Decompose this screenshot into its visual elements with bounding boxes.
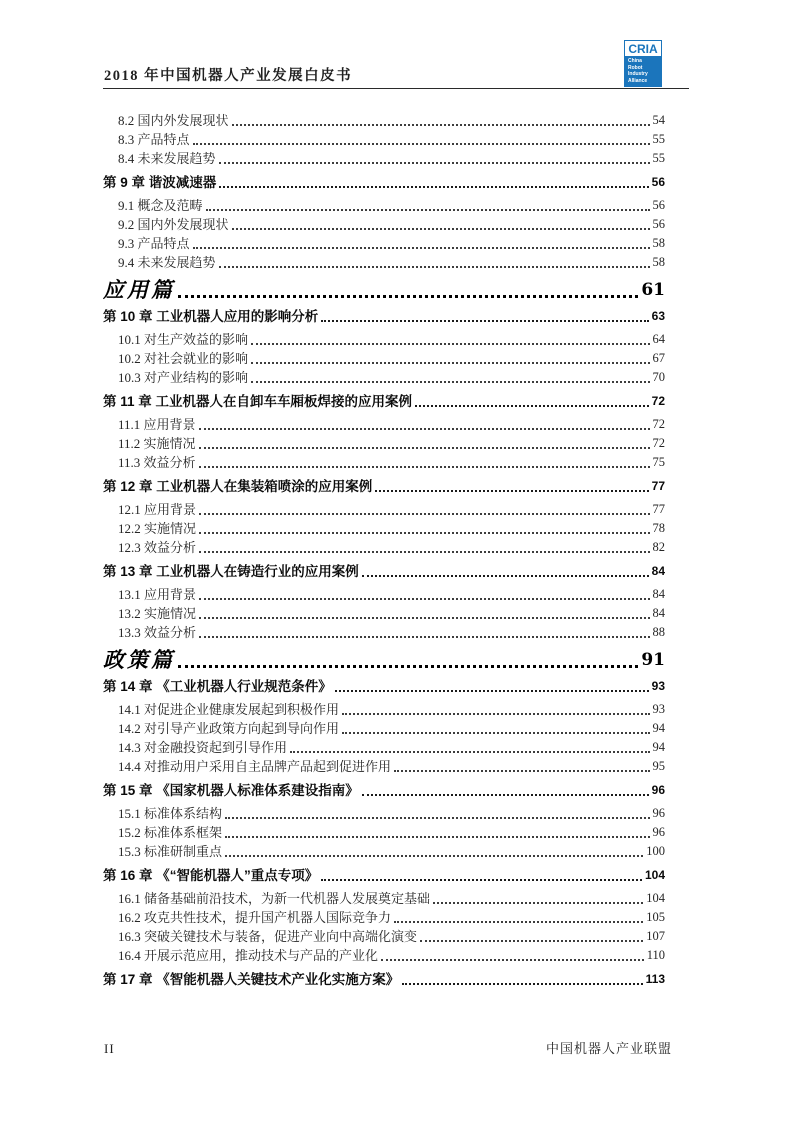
- toc-entry-text: 第 9 章 谐波减速器: [103, 175, 217, 190]
- cria-logo-line: Alliance: [628, 77, 648, 84]
- toc-entry-text: 15.3 标准研制重点: [118, 844, 223, 859]
- toc-dot-leader: [199, 532, 649, 534]
- toc-entry-sub[interactable]: [103, 253, 665, 272]
- toc-dot-leader: [219, 162, 650, 164]
- toc-entry-text: 9.2 国内外发展现状: [118, 217, 229, 232]
- cria-logo-line: China: [628, 58, 642, 64]
- toc-entry-page-number: 72: [652, 417, 665, 431]
- toc-entry-page-number: 105: [646, 910, 665, 924]
- toc-entry-chapter[interactable]: [103, 678, 665, 695]
- toc: [103, 111, 665, 993]
- toc-dot-leader: [232, 124, 650, 126]
- toc-entry-text: 8.2 国内外发展现状: [118, 113, 229, 128]
- toc-entry-part[interactable]: [103, 648, 665, 672]
- toc-dot-leader: [381, 959, 644, 961]
- toc-entry-sub[interactable]: [103, 519, 665, 538]
- toc-entry-page-number: 94: [652, 721, 665, 735]
- toc-entry-sub[interactable]: [103, 700, 665, 719]
- toc-entry-page-number: 82: [652, 540, 665, 554]
- toc-entry-page-number: 67: [652, 351, 665, 365]
- toc-dot-leader: [199, 617, 649, 619]
- toc-entry-page-number: 56: [652, 198, 665, 212]
- toc-entry-text: 第 17 章 《智能机器人关键技术产业化实施方案》: [103, 972, 400, 987]
- toc-entry-text: 13.3 效益分析: [118, 625, 197, 640]
- toc-entry-text: 14.1 对促进企业健康发展起到积极作用: [118, 702, 340, 717]
- header-divider: [103, 88, 689, 89]
- toc-entry-page-number: 91: [641, 650, 665, 670]
- toc-entry-sub[interactable]: [103, 234, 665, 253]
- toc-entry-text: 14.4 对推动用户采用自主品牌产品起到促进作用: [118, 759, 392, 774]
- toc-dot-leader: [251, 381, 649, 383]
- toc-entry-text: 8.4 未来发展趋势: [118, 151, 216, 166]
- toc-entry-text: 10.3 对产业结构的影响: [118, 370, 249, 385]
- toc-dot-leader: [225, 817, 649, 819]
- toc-entry-text: 16.3 突破关键技术与装备，促进产业向中高端化演变: [118, 929, 418, 944]
- toc-dot-leader: [199, 513, 649, 515]
- toc-entry-sub[interactable]: [103, 757, 665, 776]
- toc-dot-leader: [225, 855, 643, 857]
- toc-entry-page-number: 104: [644, 868, 665, 882]
- toc-entry-text: 13.2 实施情况: [118, 606, 197, 621]
- toc-entry-text: 9.4 未来发展趋势: [118, 255, 216, 270]
- toc-entry-text: 第 16 章 《“智能机器人”重点专项》: [103, 868, 319, 883]
- toc-dot-leader: [232, 228, 650, 230]
- toc-entry-text: 13.1 应用背景: [118, 587, 197, 602]
- toc-entry-page-number: 55: [652, 132, 665, 146]
- toc-entry-text: 14.2 对引导产业政策方向起到导向作用: [118, 721, 340, 736]
- toc-entry-page-number: 104: [646, 891, 665, 905]
- toc-dot-leader: [219, 186, 648, 188]
- toc-dot-leader: [251, 343, 649, 345]
- cria-logo-line: Industry: [628, 71, 648, 77]
- toc-entry-sub[interactable]: [103, 215, 665, 234]
- toc-entry-text: 12.1 应用背景: [118, 502, 197, 517]
- toc-entry-chapter[interactable]: [103, 971, 665, 988]
- toc-dot-leader: [362, 575, 649, 577]
- toc-entry-sub[interactable]: [103, 130, 665, 149]
- toc-entry-sub[interactable]: [103, 804, 665, 823]
- cria-logo-acronym: CRIA: [628, 41, 658, 56]
- cria-logo-text-band: [625, 56, 661, 86]
- toc-entry-text: 12.3 效益分析: [118, 540, 197, 555]
- toc-dot-leader: [394, 770, 649, 772]
- toc-entry-text: 14.3 对金融投资起到引导作用: [118, 740, 288, 755]
- cria-logo: [624, 40, 662, 87]
- toc-dot-leader: [420, 940, 643, 942]
- toc-dot-leader: [321, 879, 642, 881]
- toc-entry-text: 政策篇: [103, 647, 175, 672]
- toc-entry-chapter[interactable]: [103, 174, 665, 191]
- toc-entry-chapter[interactable]: [103, 308, 665, 325]
- toc-entry-text: 16.2 攻克共性技术，提升国产机器人国际竞争力: [118, 910, 392, 925]
- toc-entry-page-number: 110: [646, 948, 665, 962]
- toc-dot-leader: [415, 405, 649, 407]
- toc-entry-sub[interactable]: [103, 623, 665, 642]
- toc-dot-leader: [199, 598, 649, 600]
- toc-entry-sub[interactable]: [103, 585, 665, 604]
- toc-entry-page-number: 113: [645, 972, 665, 986]
- toc-entry-chapter[interactable]: [103, 478, 665, 495]
- toc-entry-sub[interactable]: [103, 538, 665, 557]
- toc-entry-page-number: 78: [652, 521, 665, 535]
- toc-dot-leader: [199, 551, 649, 553]
- footer-organization: 中国机器人产业联盟: [545, 1041, 672, 1056]
- footer-page-number: II: [104, 1041, 115, 1056]
- toc-entry-sub[interactable]: [103, 889, 665, 908]
- toc-entry-page-number: 75: [652, 455, 665, 469]
- toc-entry-sub[interactable]: [103, 434, 665, 453]
- toc-dot-leader: [178, 665, 638, 668]
- toc-entry-page-number: 61: [641, 280, 665, 300]
- toc-entry-text: 9.1 概念及范畴: [118, 198, 203, 213]
- toc-entry-page-number: 77: [651, 479, 665, 493]
- toc-entry-sub[interactable]: [103, 823, 665, 842]
- toc-dot-leader: [342, 713, 649, 715]
- toc-entry-text: 10.2 对社会就业的影响: [118, 351, 249, 366]
- toc-entry-page-number: 93: [652, 702, 665, 716]
- toc-dot-leader: [342, 732, 649, 734]
- toc-entry-sub[interactable]: [103, 500, 665, 519]
- toc-entry-text: 11.1 应用背景: [118, 417, 196, 432]
- toc-entry-page-number: 95: [652, 759, 665, 773]
- toc-entry-sub[interactable]: [103, 908, 665, 927]
- toc-entry-sub[interactable]: [103, 415, 665, 434]
- toc-entry-part[interactable]: [103, 278, 665, 302]
- toc-dot-leader: [335, 690, 649, 692]
- toc-entry-page-number: 63: [651, 309, 665, 323]
- toc-entry-page-number: 70: [652, 370, 665, 384]
- toc-entry-page-number: 84: [652, 606, 665, 620]
- cria-logo-acronym-band: [625, 41, 661, 56]
- toc-dot-leader: [206, 209, 650, 211]
- toc-entry-sub[interactable]: [103, 604, 665, 623]
- toc-entry-text: 10.1 对生产效益的影响: [118, 332, 249, 347]
- toc-entry-text: 第 12 章 工业机器人在集装箱喷涂的应用案例: [103, 479, 373, 494]
- toc-entry-page-number: 72: [652, 436, 665, 450]
- toc-entry-chapter[interactable]: [103, 563, 665, 580]
- toc-entry-text: 8.3 产品特点: [118, 132, 190, 147]
- toc-dot-leader: [362, 794, 649, 796]
- toc-dot-leader: [199, 428, 650, 430]
- toc-entry-page-number: 56: [652, 217, 665, 231]
- toc-dot-leader: [199, 466, 650, 468]
- toc-entry-page-number: 94: [652, 740, 665, 754]
- cria-logo-line: Robot: [628, 64, 643, 71]
- toc-entry-sub[interactable]: [103, 196, 665, 215]
- toc-entry-page-number: 96: [652, 825, 665, 839]
- toc-entry-page-number: 84: [651, 564, 665, 578]
- toc-entry-page-number: 88: [652, 625, 665, 639]
- document-title: 2018 年中国机器人产业发展白皮书: [104, 68, 353, 84]
- toc-entry-sub[interactable]: [103, 149, 665, 168]
- toc-entry-page-number: 72: [651, 394, 665, 408]
- toc-entry-chapter[interactable]: [103, 393, 665, 410]
- toc-entry-chapter[interactable]: [103, 867, 665, 884]
- toc-entry-text: 第 10 章 工业机器人应用的影响分析: [103, 309, 319, 324]
- toc-entry-page-number: 58: [652, 255, 665, 269]
- toc-entry-text: 11.2 实施情况: [118, 436, 196, 451]
- toc-entry-chapter[interactable]: [103, 782, 665, 799]
- toc-dot-leader: [290, 751, 649, 753]
- toc-entry-text: 第 15 章 《国家机器人标准体系建设指南》: [103, 783, 359, 798]
- toc-entry-text: 应用篇: [103, 277, 175, 302]
- toc-entry-text: 第 14 章 《工业机器人行业规范条件》: [103, 679, 332, 694]
- toc-entry-page-number: 96: [651, 783, 665, 797]
- toc-entry-page-number: 64: [652, 332, 665, 346]
- toc-entry-sub[interactable]: [103, 330, 665, 349]
- toc-dot-leader: [219, 266, 650, 268]
- toc-entry-page-number: 58: [652, 236, 665, 250]
- toc-entry-text: 9.3 产品特点: [118, 236, 190, 251]
- toc-entry-page-number: 93: [651, 679, 665, 693]
- toc-entry-text: 15.1 标准体系结构: [118, 806, 223, 821]
- toc-entry-page-number: 84: [652, 587, 665, 601]
- toc-entry-page-number: 55: [652, 151, 665, 165]
- toc-entry-sub[interactable]: [103, 946, 665, 965]
- toc-entry-page-number: 96: [652, 806, 665, 820]
- toc-dot-leader: [321, 320, 648, 322]
- toc-dot-leader: [199, 447, 650, 449]
- toc-dot-leader: [225, 836, 649, 838]
- toc-dot-leader: [193, 247, 650, 249]
- toc-entry-text: 12.2 实施情况: [118, 521, 197, 536]
- toc-entry-text: 15.2 标准体系框架: [118, 825, 223, 840]
- toc-entry-text: 第 11 章 工业机器人在自卸车车厢板焊接的应用案例: [103, 394, 413, 409]
- toc-entry-sub[interactable]: [103, 111, 665, 130]
- page-footer: [104, 1038, 672, 1057]
- toc-entry-page-number: 100: [646, 844, 665, 858]
- toc-entry-sub[interactable]: [103, 349, 665, 368]
- toc-dot-leader: [402, 983, 642, 985]
- toc-entry-page-number: 56: [651, 175, 665, 189]
- toc-dot-leader: [199, 636, 649, 638]
- toc-entry-page-number: 54: [652, 113, 665, 127]
- toc-dot-leader: [375, 490, 648, 492]
- toc-dot-leader: [193, 143, 650, 145]
- toc-entry-sub[interactable]: [103, 368, 665, 387]
- toc-entry-page-number: 107: [646, 929, 665, 943]
- toc-dot-leader: [433, 902, 643, 904]
- toc-entry-sub[interactable]: [103, 927, 665, 946]
- toc-dot-leader: [394, 921, 643, 923]
- toc-entry-text: 11.3 效益分析: [118, 455, 196, 470]
- toc-entry-text: 16.1 储备基础前沿技术，为新一代机器人发展奠定基础: [118, 891, 431, 906]
- toc-dot-leader: [251, 362, 649, 364]
- toc-entry-page-number: 77: [652, 502, 665, 516]
- toc-entry-sub[interactable]: [103, 738, 665, 757]
- toc-entry-sub[interactable]: [103, 842, 665, 861]
- toc-entry-text: 16.4 开展示范应用，推动技术与产品的产业化: [118, 948, 379, 963]
- toc-entry-text: 第 13 章 工业机器人在铸造行业的应用案例: [103, 564, 359, 579]
- toc-entry-sub[interactable]: [103, 719, 665, 738]
- toc-dot-leader: [178, 295, 638, 298]
- toc-entry-sub[interactable]: [103, 453, 665, 472]
